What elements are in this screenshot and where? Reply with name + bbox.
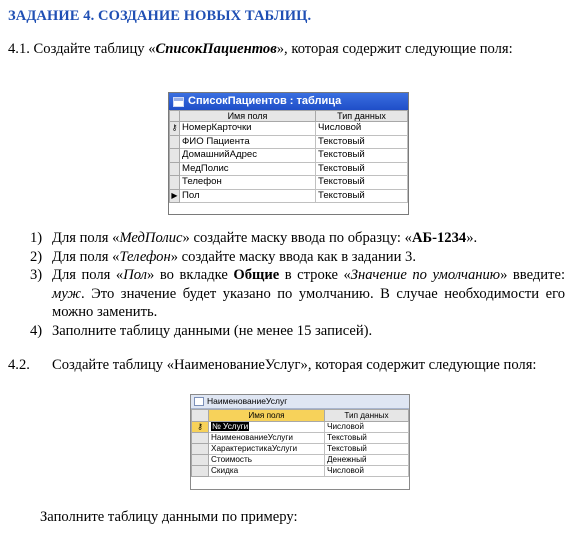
task-4-1-prefix: 4.1. Создайте таблицу « <box>8 41 156 57</box>
table-row[interactable] <box>192 433 409 444</box>
patients-table-window <box>168 92 409 215</box>
field-name-cell[interactable]: Стоимость <box>209 455 325 466</box>
text-italic: Значение по умолчанию <box>350 267 501 283</box>
task-4-2-number: 4.2. <box>8 357 30 373</box>
data-type-cell[interactable]: Текстовый <box>316 162 408 176</box>
text-part: Для поля « <box>52 267 124 283</box>
text-part: » создайте маску ввода по образцу: « <box>182 230 412 246</box>
table-row[interactable] <box>170 162 408 176</box>
task-4-2-text <box>8 356 568 375</box>
list-item <box>30 266 565 322</box>
text-italic: МедПолис <box>119 230 183 246</box>
task-4-1-suffix: », которая содержит следующие поля: <box>276 41 513 57</box>
data-type-cell[interactable]: Текстовый <box>316 149 408 163</box>
field-name-cell[interactable]: ДомашнийАдрес <box>180 149 316 163</box>
field-name-cell[interactable]: Телефон <box>180 176 316 190</box>
task-4-3-text: Заполните таблицу данными по примеру: <box>40 509 298 525</box>
column-header-field: Имя поля <box>209 410 325 422</box>
table-row[interactable] <box>170 135 408 149</box>
patients-window-titlebar <box>169 93 408 110</box>
row-selector[interactable] <box>170 176 180 190</box>
list-text <box>52 322 565 341</box>
data-type-cell[interactable]: Числовой <box>325 466 409 477</box>
field-name-cell[interactable]: ХарактеристикаУслуги <box>209 444 325 455</box>
primary-key-icon: ⚷ <box>192 422 209 433</box>
column-header-type: Тип данных <box>316 111 408 122</box>
row-selector-header <box>170 111 180 122</box>
text-part: » введите: <box>500 267 566 283</box>
list-text <box>52 229 565 248</box>
text-part: Для поля « <box>52 230 120 246</box>
data-type-cell[interactable]: Текстовый <box>316 135 408 149</box>
table-row[interactable] <box>192 466 409 477</box>
list-text <box>52 248 565 267</box>
table-name-emphasis: СписокПациентов <box>155 41 277 57</box>
selected-field-name[interactable]: № Услуги <box>212 422 249 431</box>
text-part: Заполните таблицу данными (не менее 15 записей). <box>52 322 373 339</box>
column-header-type: Тип данных <box>325 410 409 422</box>
text-italic: Пол <box>123 267 148 283</box>
text-part: в строке « <box>279 267 351 283</box>
table-row[interactable] <box>192 422 409 433</box>
patients-window-title: СписокПациентов : таблица <box>188 95 342 107</box>
services-window-title: НаименованиеУслуг <box>207 396 288 406</box>
text-part: » во вкладке <box>147 267 234 283</box>
data-type-cell[interactable]: Числовой <box>316 122 408 136</box>
table-row[interactable] <box>170 189 408 203</box>
text-bold: Общие <box>233 267 280 283</box>
data-type-cell[interactable]: Текстовый <box>316 176 408 190</box>
data-type-cell[interactable]: Числовой <box>325 422 409 433</box>
data-type-cell[interactable]: Текстовый <box>325 433 409 444</box>
table-row[interactable] <box>170 122 408 136</box>
table-row[interactable] <box>170 149 408 163</box>
data-type-cell[interactable]: Текстовый <box>325 444 409 455</box>
list-text <box>52 266 565 322</box>
row-selector-header <box>192 410 209 422</box>
current-row-arrow-icon: ▶ <box>170 189 180 203</box>
primary-key-icon: ⚷ <box>170 122 180 136</box>
table-icon <box>194 397 204 406</box>
data-type-cell[interactable]: Текстовый <box>316 189 408 203</box>
field-name-cell[interactable]: НомерКарточки <box>180 122 316 136</box>
table-row[interactable] <box>192 455 409 466</box>
text-part: » создайте маску ввода как в задании 3. <box>170 248 416 265</box>
task-4-1-steps <box>30 229 565 340</box>
task-4-1-text <box>8 40 568 59</box>
text-italic: Телефон <box>119 248 171 265</box>
row-selector[interactable] <box>192 444 209 455</box>
services-design-grid <box>191 409 409 477</box>
section-title: ЗАДАНИЕ 4. СОЗДАНИЕ НОВЫХ ТАБЛИЦ. <box>8 8 312 24</box>
services-window-titlebar <box>191 395 409 409</box>
field-name-cell[interactable]: Скидка <box>209 466 325 477</box>
row-selector[interactable] <box>170 149 180 163</box>
list-number: 1) <box>30 230 43 246</box>
table-row[interactable] <box>192 444 409 455</box>
row-selector[interactable] <box>192 433 209 444</box>
field-name-cell[interactable]: Пол <box>180 189 316 203</box>
table-icon <box>173 97 184 107</box>
list-item <box>30 322 565 341</box>
patients-design-grid <box>169 110 408 203</box>
field-name-cell[interactable]: НаименованиеУслуги <box>209 433 325 444</box>
list-number: 2) <box>30 248 43 265</box>
text-part: ». <box>466 230 478 246</box>
field-name-cell[interactable] <box>209 422 325 433</box>
field-name-cell[interactable]: МедПолис <box>180 162 316 176</box>
list-item <box>30 229 565 248</box>
text-bold: АБ-1234 <box>411 230 467 246</box>
column-header-field: Имя поля <box>180 111 316 122</box>
list-number: 3) <box>30 267 43 283</box>
text-italic: муж <box>52 285 82 302</box>
task-4-2-description: Создайте таблицу «НаименованиеУслуг», которая содержит следующие поля: <box>52 357 537 373</box>
row-selector[interactable] <box>192 466 209 477</box>
data-type-cell[interactable]: Денежный <box>325 455 409 466</box>
text-part: Для поля « <box>52 248 120 265</box>
list-number: 4) <box>30 322 43 339</box>
row-selector[interactable] <box>170 135 180 149</box>
row-selector[interactable] <box>170 162 180 176</box>
text-part: . Это значение будет указано по умолчанию. В случае необходимости его можно заменить. <box>52 285 565 320</box>
field-name-cell[interactable]: ФИО Пациента <box>180 135 316 149</box>
list-item <box>30 248 565 267</box>
row-selector[interactable] <box>192 455 209 466</box>
services-table-window <box>190 394 410 490</box>
table-row[interactable] <box>170 176 408 190</box>
